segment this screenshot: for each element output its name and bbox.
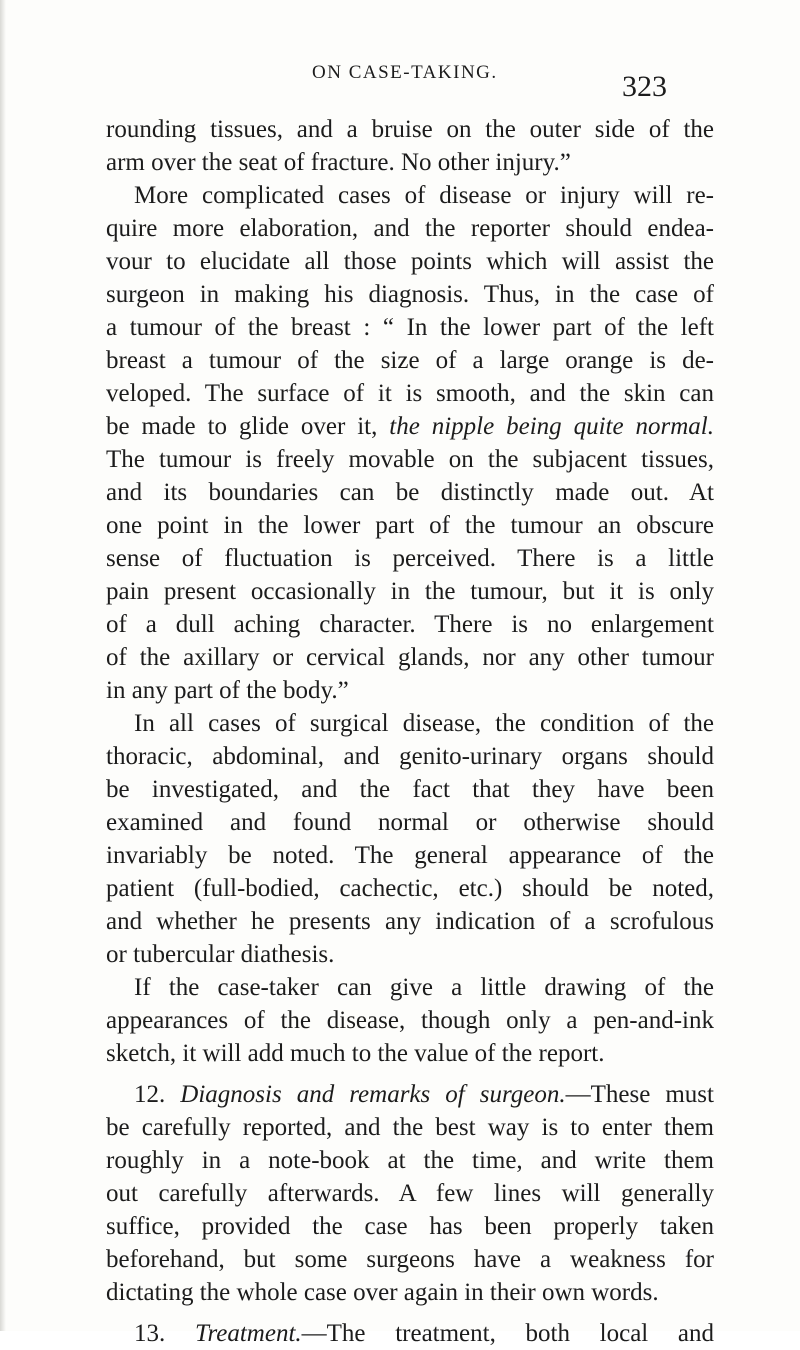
text-line-content: veloped. The surface of it is smooth, and the skin can (106, 380, 714, 407)
page-edge-shadow (0, 0, 6, 1331)
text-line-content: examined and found normal or otherwise should (106, 809, 714, 836)
text-line (106, 1078, 714, 1111)
text-line (106, 740, 714, 773)
text-line (106, 806, 714, 839)
text-line (106, 377, 714, 410)
text-line-content: in any part of the body.” (106, 677, 349, 704)
text-line-continuation: —These must (565, 1081, 714, 1108)
text-line (106, 443, 714, 476)
text-line (106, 905, 714, 938)
text-line-content: invariably be noted. The general appearance of the (106, 842, 714, 869)
italic-phrase: the nipple being quite normal. (389, 413, 714, 440)
running-title: ON CASE-TAKING. (312, 62, 498, 83)
text-line (106, 311, 714, 344)
text-line-content: sketch, it will add much to the value of the report. (106, 1040, 605, 1067)
text-line (106, 1111, 714, 1144)
text-line (106, 113, 714, 146)
text-line (106, 179, 714, 212)
text-line-content: be carefully reported, and the best way is to enter them (106, 1114, 714, 1141)
text-line (106, 476, 714, 509)
text-line (106, 971, 714, 1004)
text-line (106, 245, 714, 278)
text-line-content: and whether he presents any indication of a scrofulous (106, 908, 714, 935)
text-line (106, 1037, 714, 1070)
text-line-content: dictating the whole case over again in their own words. (106, 1279, 659, 1306)
paragraph-gap (106, 1070, 714, 1078)
body-text (106, 113, 714, 1350)
text-line (106, 1276, 714, 1309)
page-number: 323 (622, 70, 667, 103)
text-line (106, 278, 714, 311)
text-line-content: or tubercular diathesis. (106, 941, 335, 968)
text-line (106, 872, 714, 905)
text-line (106, 575, 714, 608)
paragraph-gap (106, 1309, 714, 1317)
text-line (106, 938, 714, 971)
text-line-content: 12. (134, 1081, 181, 1108)
text-line-content: out carefully afterwards. A few lines will generally (106, 1180, 714, 1207)
text-line-content: appearances of the disease, though only a pen-and-ink (106, 1007, 714, 1034)
text-line-content: be investigated, and the fact that they have been (106, 776, 714, 803)
text-line-content: If the case-taker can give a little drawing of the (134, 974, 714, 1001)
text-line-content: More complicated cases of disease or injury will re- (134, 182, 714, 209)
text-line-content: sense of fluctuation is perceived. There is a little (106, 545, 714, 572)
text-line (106, 1144, 714, 1177)
text-line (106, 1243, 714, 1276)
text-line (106, 1210, 714, 1243)
text-line (106, 146, 714, 179)
text-line-content: quire more elaboration, and the reporter should endea- (106, 215, 714, 242)
text-line-continuation: —The treatment, both local and (301, 1320, 715, 1347)
text-line (106, 707, 714, 740)
text-line-content: roughly in a note-book at the time, and write them (106, 1147, 714, 1174)
text-line (106, 641, 714, 674)
text-line (106, 674, 714, 707)
text-line (106, 344, 714, 377)
text-line (106, 509, 714, 542)
text-line (106, 1177, 714, 1210)
text-line (106, 1317, 714, 1350)
italic-phrase: Treatment. (194, 1320, 302, 1347)
text-line-content: of the axillary or cervical glands, nor any other tumour (106, 644, 714, 671)
text-line-content: of a dull aching character. There is no enlargement (106, 611, 714, 638)
text-line (106, 212, 714, 245)
text-line-content: a tumour of the breast : “ In the lower part of the left (106, 314, 714, 341)
text-line-content: 13. (134, 1320, 195, 1347)
text-line-content: beforehand, but some surgeons have a weakness for (106, 1246, 714, 1273)
text-line (106, 773, 714, 806)
text-line (106, 608, 714, 641)
text-line-content: pain present occasionally in the tumour, but it is only (106, 578, 714, 605)
italic-phrase: Diagnosis and remarks of surgeon. (180, 1081, 566, 1108)
text-line-content: be made to glide over it, (106, 413, 390, 440)
text-line-content: thoracic, abdominal, and genito-urinary organs should (106, 743, 714, 770)
text-line-content: and its boundaries can be distinctly made out. At (106, 479, 714, 506)
text-line-content: The tumour is freely movable on the subjacent tissues, (106, 446, 714, 473)
text-line (106, 839, 714, 872)
text-line (106, 542, 714, 575)
text-line-content: breast a tumour of the size of a large orange is de- (106, 347, 714, 374)
text-line-content: suffice, provided the case has been properly taken (106, 1213, 714, 1240)
text-line (106, 1004, 714, 1037)
text-line (106, 410, 714, 443)
text-line-content: patient (full-bodied, cachectic, etc.) should be noted, (106, 875, 714, 902)
text-line-content: arm over the seat of fracture. No other injury.” (106, 149, 571, 176)
text-line-content: surgeon in making his diagnosis. Thus, in the case of (106, 281, 714, 308)
text-line-content: In all cases of surgical disease, the condition of the (134, 710, 714, 737)
text-line-content: rounding tissues, and a bruise on the outer side of the (106, 116, 714, 143)
text-line-content: vour to elucidate all those points which will assist the (106, 248, 714, 275)
text-line-content: one point in the lower part of the tumour an obscure (106, 512, 714, 539)
